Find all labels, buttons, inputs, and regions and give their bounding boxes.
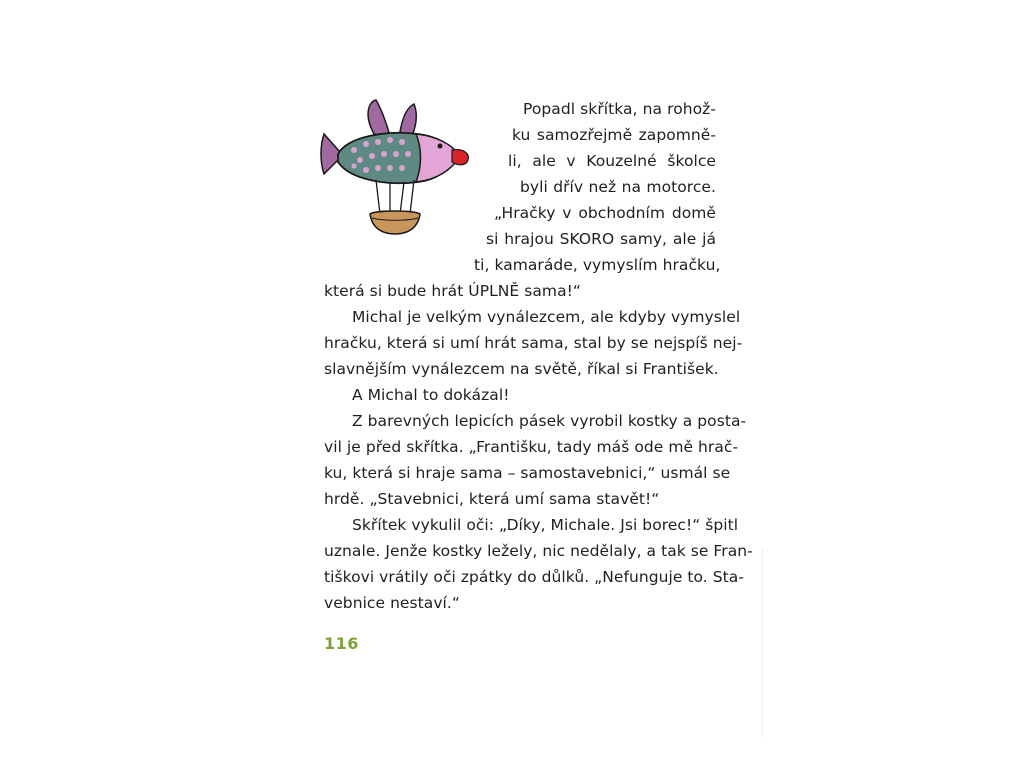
fish-balloon-illustration (318, 96, 474, 242)
text-line: vebnice nestaví.“ (324, 594, 460, 612)
text-line: hrdě. „Stavebnici, která umí sama stavět!“ (324, 490, 660, 508)
text-line: ku, která si hraje sama – samostavebnici,“ usmál se (324, 464, 731, 482)
text-line: tiškovi vrátily oči zpátky do důlků. „Nefunguje to. Sta- (324, 568, 744, 586)
text-line: li, ale v Kouzelné školce (508, 152, 716, 170)
text-line: uznale. Jenže kostky ležely, nic nedělaly, a tak se Fran- (324, 542, 753, 560)
text-line: „Hračky v obchodním domě (494, 204, 716, 222)
paragraph-first-line: Michal je velkým vynálezcem, ale kdyby vymyslel (352, 308, 741, 326)
text-line: slavnějším vynálezcem na světě, říkal si František. (324, 360, 719, 378)
text-line: která si bude hrát ÚPLNĚ sama!“ (324, 282, 581, 300)
text-line: byli dřív než na motorce. (520, 178, 716, 196)
page-number: 116 (324, 634, 359, 653)
paragraph-first-line: Skřítek vykulil oči: „Díky, Michale. Jsi borec!“ špitl (352, 516, 739, 534)
paragraph-first-line: A Michal to dokázal! (352, 386, 510, 404)
text-line: ti, kamaráde, vymyslím hračku, (474, 256, 721, 274)
fish-balloon-icon (318, 96, 474, 242)
page-edge-divider (762, 548, 763, 738)
paragraph-first-line: Z barevných lepicích pásek vyrobil kostky a posta- (352, 412, 747, 430)
text-line: ku samozřejmě zapomně- (512, 126, 716, 144)
text-line: Popadl skřítka, na rohož- (523, 100, 716, 118)
text-line: hračku, která si umí hrát sama, stal by se nejspíš nej- (324, 334, 743, 352)
text-line: si hrajou SKORO samy, ale já (486, 230, 716, 248)
text-line: vil je před skřítka. „Františku, tady máš ode mě hrač- (324, 438, 739, 456)
